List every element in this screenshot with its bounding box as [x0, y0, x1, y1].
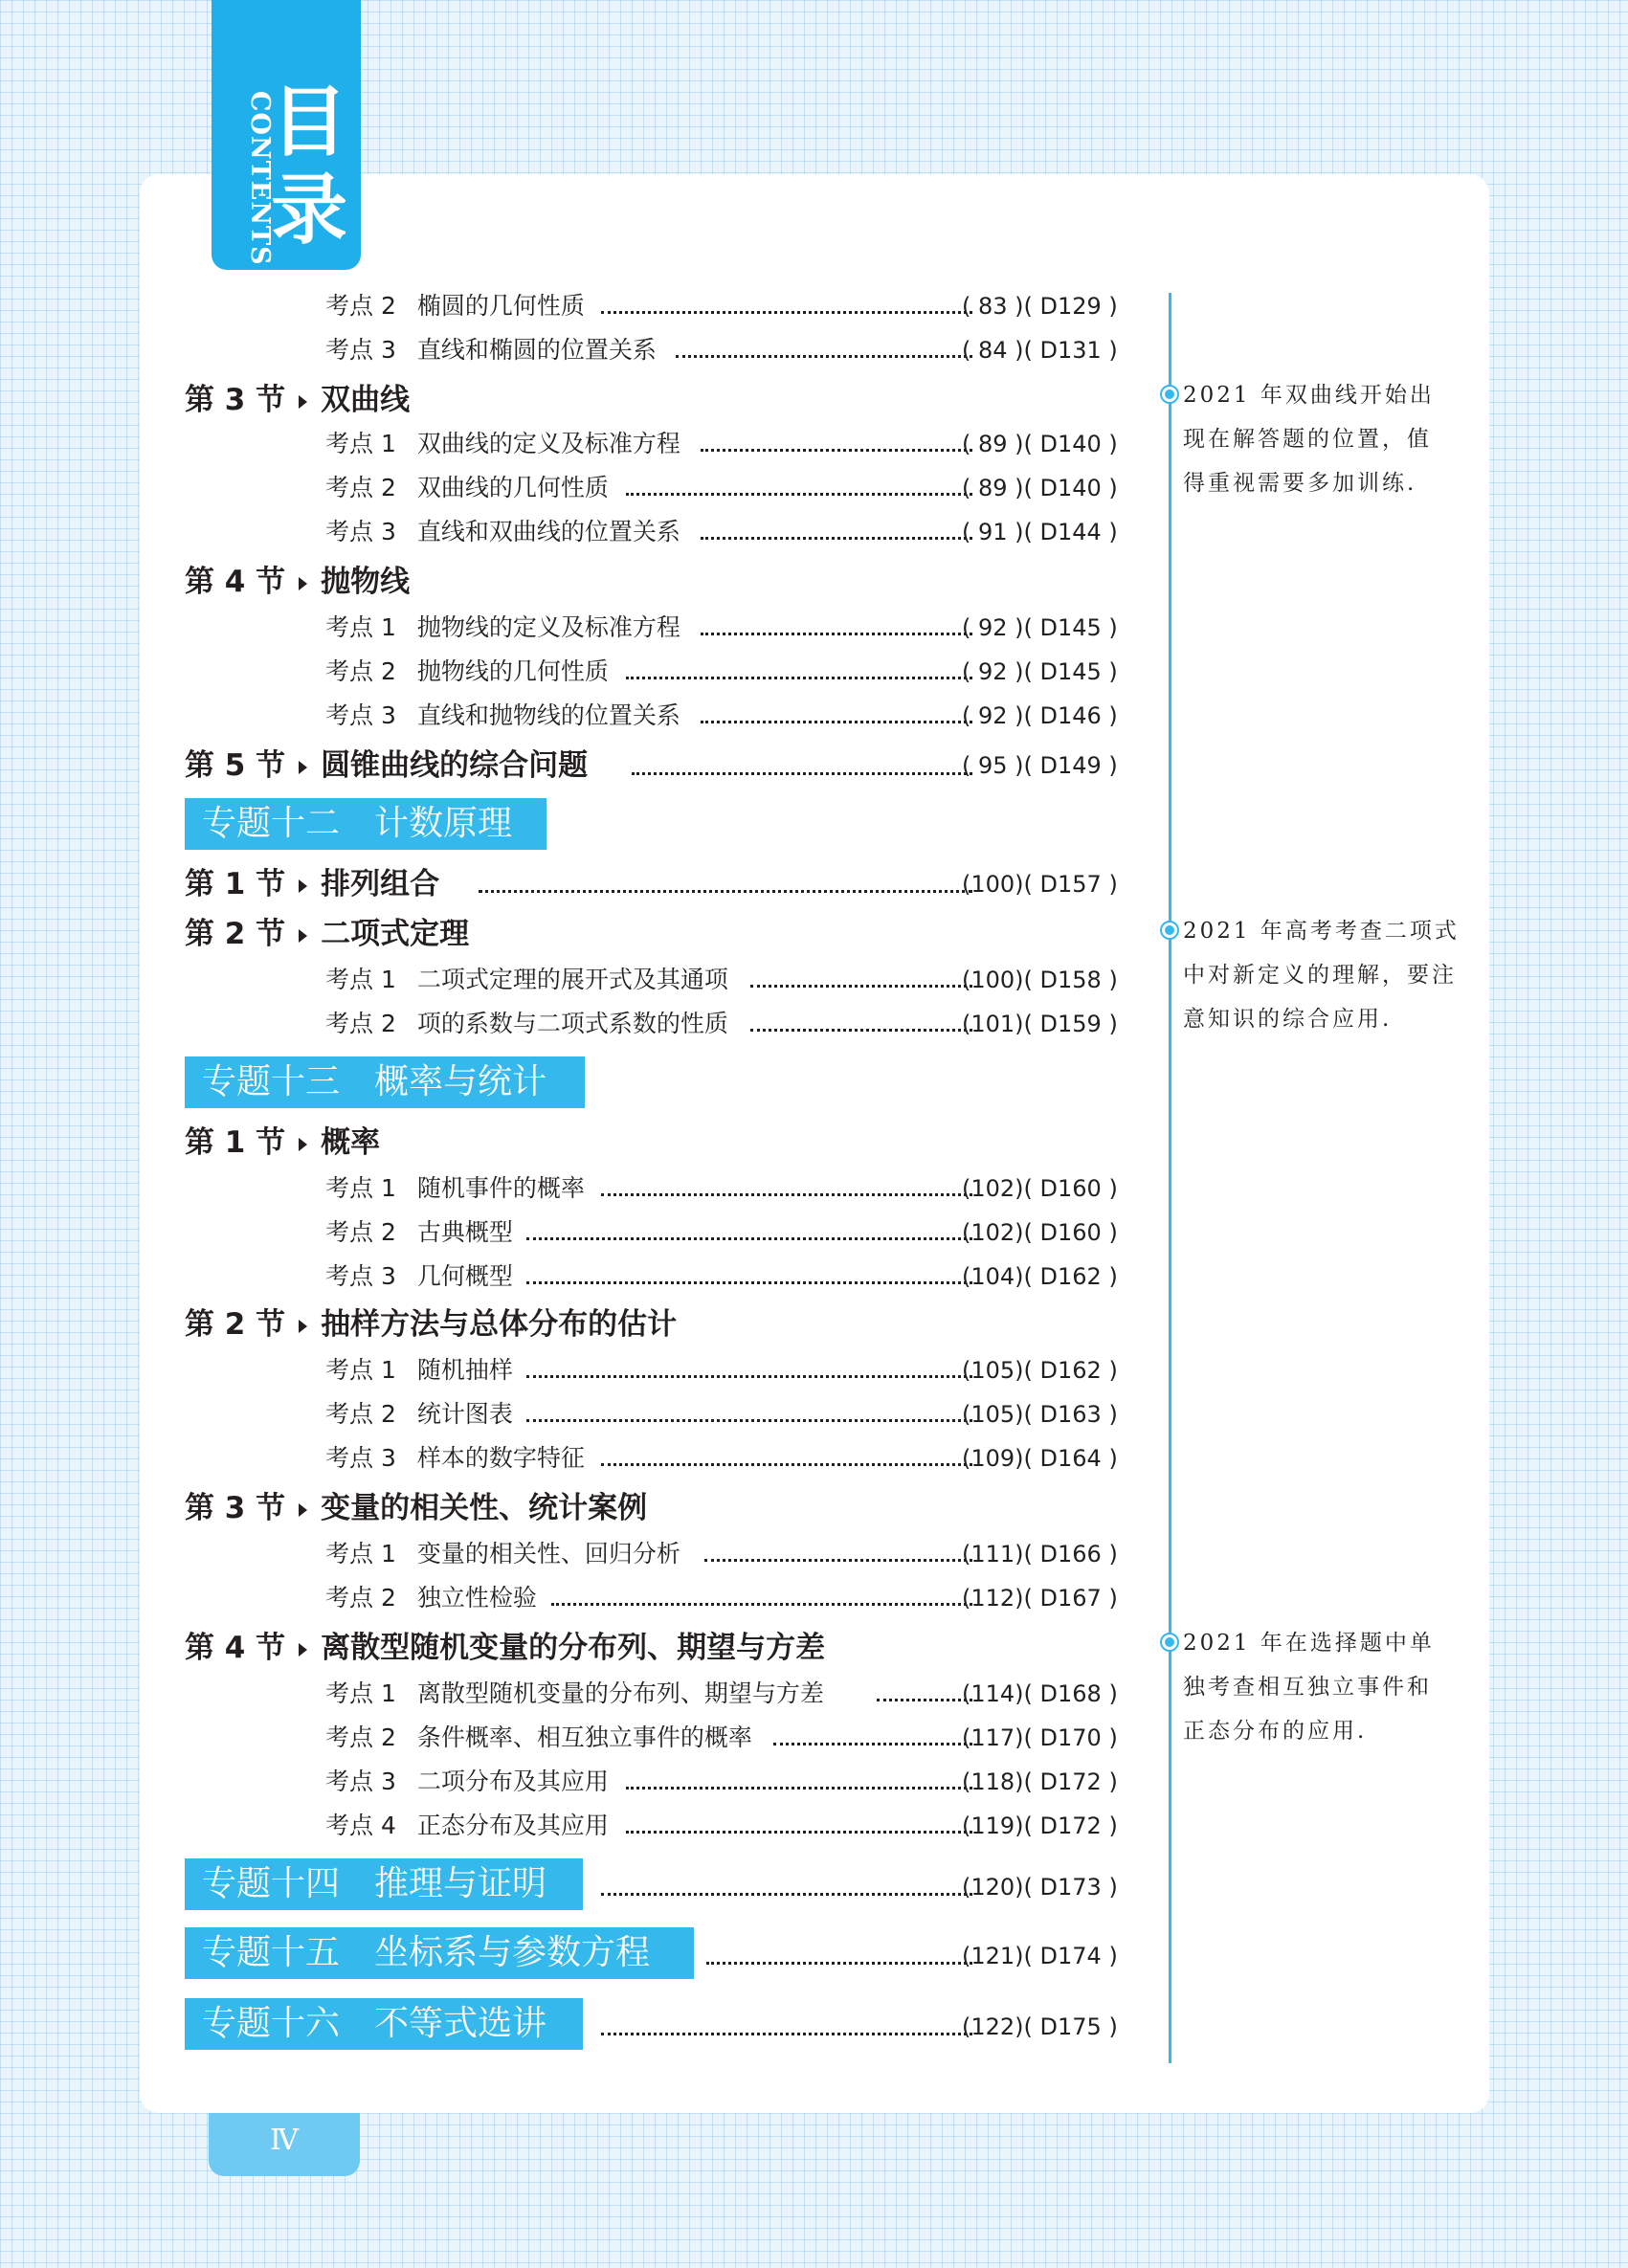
- row-label: 考点 1: [325, 613, 396, 641]
- topic-pages: (121)( D174 ): [962, 1943, 1118, 1969]
- triangle-right-icon: [299, 395, 307, 409]
- row-title: 直线和双曲线的位置关系: [416, 518, 680, 545]
- row-pages: (119)( D172 ): [962, 1812, 1118, 1839]
- leader-dots: [773, 1743, 972, 1745]
- section-title: 圆锥曲线的综合问题: [321, 748, 589, 783]
- toc-row[interactable]: [0, 287, 1139, 325]
- row-label: 考点 2: [325, 1218, 396, 1246]
- page-number: Ⅳ: [270, 2123, 299, 2157]
- toc-row[interactable]: [0, 1807, 1139, 1845]
- section-heading[interactable]: [185, 745, 588, 787]
- leader-dots: [526, 1375, 972, 1378]
- row-title: 几何概型: [416, 1262, 513, 1290]
- section-label: 第 5 节: [185, 748, 286, 783]
- topic-title: 推理与证明: [374, 1864, 547, 1903]
- timeline-line: [1169, 293, 1171, 2063]
- topic-title: 计数原理: [374, 804, 513, 843]
- row-title: 变量的相关性、回归分析: [416, 1540, 680, 1568]
- row-pages: (104)( D162 ): [962, 1263, 1118, 1290]
- note-line: 2021 年在选择题中单: [1183, 1631, 1435, 1656]
- row-pages: (117)( D170 ): [962, 1724, 1118, 1751]
- row-label: 考点 1: [325, 1540, 396, 1568]
- toc-row[interactable]: [0, 513, 1139, 551]
- row-label: 考点 2: [325, 1010, 396, 1037]
- row-label: 考点 1: [325, 1356, 396, 1384]
- section-label: 第 2 节: [185, 1307, 286, 1342]
- leader-dots: [701, 537, 972, 540]
- topic-pages: (122)( D175 ): [962, 2013, 1118, 2040]
- leader-dots: [706, 1962, 972, 1965]
- toc-row[interactable]: [0, 1213, 1139, 1252]
- note-marker: [1160, 921, 1179, 940]
- leader-dots: [601, 311, 972, 314]
- leader-dots: [701, 721, 972, 723]
- row-pages: (109)( D164 ): [962, 1445, 1118, 1472]
- leader-dots: [626, 1787, 972, 1790]
- note-marker: [1160, 1633, 1179, 1652]
- row-title: 二项式定理的展开式及其通项: [416, 966, 728, 993]
- triangle-right-icon: [299, 761, 307, 774]
- toc-row[interactable]: [0, 1439, 1139, 1478]
- row-title: 古典概型: [416, 1218, 513, 1246]
- topic-banner[interactable]: [185, 1927, 694, 1979]
- triangle-right-icon: [299, 1320, 307, 1333]
- note-line: 意知识的综合应用.: [1183, 1007, 1393, 1032]
- section-title: 概率: [321, 1125, 381, 1160]
- topic-title: 坐标系与参数方程: [374, 1933, 651, 1972]
- section-heading[interactable]: [185, 379, 410, 421]
- note-line: 中对新定义的理解，要注: [1183, 963, 1457, 988]
- row-label: 考点 2: [325, 1400, 396, 1428]
- section-heading[interactable]: [185, 863, 439, 905]
- section-heading[interactable]: [185, 1627, 825, 1669]
- section-heading[interactable]: [185, 1303, 677, 1345]
- row-label: 考点 1: [325, 430, 396, 457]
- section-label: 第 3 节: [185, 1491, 286, 1525]
- row-pages: ( 83 )( D129 ): [962, 293, 1118, 320]
- row-title: 双曲线的定义及标准方程: [416, 430, 680, 457]
- row-title: 独立性检验: [416, 1584, 537, 1612]
- toc-row[interactable]: [0, 697, 1139, 735]
- section-title: 抽样方法与总体分布的估计: [321, 1307, 678, 1342]
- side-note: [1183, 373, 1461, 505]
- triangle-right-icon: [299, 929, 307, 943]
- leader-dots: [626, 1831, 972, 1834]
- section-title: 排列组合: [321, 867, 440, 901]
- toc-row[interactable]: [0, 1005, 1139, 1043]
- row-title: 离散型随机变量的分布列、期望与方差: [416, 1679, 824, 1707]
- note-marker: [1160, 385, 1179, 404]
- section-pages: ( 95 )( D149 ): [962, 752, 1118, 779]
- leader-dots: [601, 2033, 972, 2035]
- leader-dots: [551, 1603, 972, 1606]
- row-label: 考点 1: [325, 1174, 396, 1202]
- topic-title: 不等式选讲: [374, 2004, 547, 2043]
- row-label: 考点 1: [325, 1679, 396, 1707]
- side-note: [1183, 909, 1461, 1041]
- row-pages: ( 92 )( D146 ): [962, 702, 1118, 729]
- note-line: 2021 年双曲线开始出: [1183, 383, 1435, 408]
- row-pages: (101)( D159 ): [962, 1011, 1118, 1037]
- topic-banner[interactable]: [185, 1858, 583, 1910]
- row-title: 条件概率、相互独立事件的概率: [416, 1723, 752, 1751]
- leader-dots: [632, 772, 972, 775]
- leader-dots: [701, 449, 972, 452]
- row-pages: (102)( D160 ): [962, 1219, 1118, 1246]
- row-label: 考点 2: [325, 292, 396, 320]
- leader-dots: [877, 1699, 972, 1701]
- row-title: 直线和椭圆的位置关系: [416, 336, 657, 364]
- section-heading[interactable]: [185, 561, 410, 603]
- toc-row[interactable]: [0, 1351, 1139, 1390]
- toc-row[interactable]: [0, 1579, 1139, 1617]
- section-heading[interactable]: [185, 913, 469, 955]
- toc-row[interactable]: [0, 425, 1139, 463]
- toc-row[interactable]: [0, 1535, 1139, 1573]
- triangle-right-icon: [299, 879, 307, 893]
- row-pages: ( 89 )( D140 ): [962, 431, 1118, 457]
- leader-dots: [626, 677, 972, 679]
- leader-dots: [676, 355, 972, 358]
- toc-row[interactable]: [0, 609, 1139, 647]
- leader-dots: [601, 1893, 972, 1896]
- leader-dots: [626, 493, 972, 496]
- leader-dots: [750, 1029, 972, 1032]
- topic-banner[interactable]: [185, 1056, 585, 1108]
- row-title: 双曲线的几何性质: [416, 474, 609, 501]
- row-title: 样本的数字特征: [416, 1444, 585, 1472]
- row-title: 随机事件的概率: [416, 1174, 585, 1202]
- header-title-cn: 目录: [271, 78, 347, 255]
- leader-dots: [526, 1281, 972, 1284]
- section-title: 二项式定理: [321, 917, 470, 951]
- row-label: 考点 4: [325, 1812, 396, 1839]
- row-title: 抛物线的定义及标准方程: [416, 613, 680, 641]
- row-pages: (105)( D163 ): [962, 1401, 1118, 1428]
- triangle-right-icon: [299, 577, 307, 590]
- note-line: 2021 年高考考查二项式: [1183, 919, 1460, 944]
- row-title: 直线和抛物线的位置关系: [416, 701, 680, 729]
- row-title: 抛物线的几何性质: [416, 657, 609, 685]
- leader-dots: [526, 1419, 972, 1422]
- row-label: 考点 3: [325, 518, 396, 545]
- row-label: 考点 3: [325, 701, 396, 729]
- topic-label: 专题十六: [202, 2004, 341, 2043]
- row-label: 考点 3: [325, 1262, 396, 1290]
- section-label: 第 2 节: [185, 917, 286, 951]
- row-pages: (118)( D172 ): [962, 1768, 1118, 1795]
- row-pages: ( 89 )( D140 ): [962, 475, 1118, 501]
- toc-row[interactable]: [0, 1675, 1139, 1713]
- section-title: 双曲线: [321, 383, 411, 417]
- toc-row[interactable]: [0, 961, 1139, 999]
- row-title: 二项分布及其应用: [416, 1768, 609, 1795]
- section-title: 离散型随机变量的分布列、期望与方差: [321, 1631, 826, 1665]
- row-label: 考点 3: [325, 336, 396, 364]
- section-heading[interactable]: [185, 1487, 647, 1529]
- row-label: 考点 2: [325, 1723, 396, 1751]
- note-line: 独考查相互独立事件和: [1183, 1675, 1432, 1700]
- row-label: 考点 3: [325, 1444, 396, 1472]
- section-heading[interactable]: [185, 1122, 380, 1164]
- toc-row[interactable]: [0, 1257, 1139, 1296]
- toc-row[interactable]: [0, 331, 1139, 369]
- side-note: [1183, 1621, 1461, 1753]
- row-label: 考点 2: [325, 1584, 396, 1612]
- toc-row[interactable]: [0, 1719, 1139, 1757]
- leader-dots: [601, 1463, 972, 1466]
- topic-title: 概率与统计: [374, 1062, 547, 1101]
- topic-pages: (120)( D173 ): [962, 1874, 1118, 1901]
- row-pages: (111)( D166 ): [962, 1541, 1118, 1568]
- toc-row[interactable]: [0, 1169, 1139, 1208]
- section-title: 变量的相关性、统计案例: [321, 1491, 648, 1525]
- row-title: 正态分布及其应用: [416, 1812, 609, 1839]
- note-line: 正态分布的应用.: [1183, 1719, 1368, 1744]
- topic-label: 专题十三: [202, 1062, 341, 1101]
- section-pages: (100)( D157 ): [962, 871, 1118, 898]
- leader-dots: [601, 1193, 972, 1196]
- topic-label: 专题十四: [202, 1864, 341, 1903]
- topic-label: 专题十二: [202, 804, 341, 843]
- row-pages: ( 91 )( D144 ): [962, 519, 1118, 545]
- section-title: 抛物线: [321, 565, 411, 599]
- section-label: 第 4 节: [185, 565, 286, 599]
- toc-row[interactable]: [0, 653, 1139, 691]
- section-label: 第 1 节: [185, 1125, 286, 1160]
- row-pages: (102)( D160 ): [962, 1175, 1118, 1202]
- row-label: 考点 2: [325, 657, 396, 685]
- topic-banner[interactable]: [185, 798, 546, 850]
- row-pages: ( 84 )( D131 ): [962, 337, 1118, 364]
- leader-dots: [479, 890, 972, 893]
- row-pages: ( 92 )( D145 ): [962, 614, 1118, 641]
- row-label: 考点 2: [325, 474, 396, 501]
- note-line: 得重视需要多加训练.: [1183, 471, 1417, 496]
- row-title: 项的系数与二项式系数的性质: [416, 1010, 728, 1037]
- row-pages: (105)( D162 ): [962, 1357, 1118, 1384]
- row-title: 统计图表: [416, 1400, 513, 1428]
- section-label: 第 3 节: [185, 383, 286, 417]
- row-title: 随机抽样: [416, 1356, 513, 1384]
- triangle-right-icon: [299, 1643, 307, 1657]
- row-title: 椭圆的几何性质: [416, 292, 585, 320]
- topic-label: 专题十五: [202, 1933, 341, 1972]
- row-label: 考点 3: [325, 1768, 396, 1795]
- toc-row[interactable]: [0, 1395, 1139, 1434]
- triangle-right-icon: [299, 1138, 307, 1151]
- leader-dots: [750, 985, 972, 988]
- row-pages: (114)( D168 ): [962, 1680, 1118, 1707]
- section-label: 第 4 节: [185, 1631, 286, 1665]
- leader-dots: [701, 633, 972, 635]
- toc-row[interactable]: [0, 1763, 1139, 1801]
- note-line: 现在解答题的位置，值: [1183, 427, 1432, 452]
- row-label: 考点 1: [325, 966, 396, 993]
- leader-dots: [704, 1559, 972, 1562]
- header-title-en: CONTENTS: [245, 91, 275, 266]
- topic-banner[interactable]: [185, 1998, 583, 2050]
- toc-row[interactable]: [0, 469, 1139, 507]
- row-pages: ( 92 )( D145 ): [962, 658, 1118, 685]
- triangle-right-icon: [299, 1503, 307, 1517]
- section-label: 第 1 节: [185, 867, 286, 901]
- row-pages: (112)( D167 ): [962, 1585, 1118, 1612]
- leader-dots: [526, 1237, 972, 1240]
- row-pages: (100)( D158 ): [962, 967, 1118, 993]
